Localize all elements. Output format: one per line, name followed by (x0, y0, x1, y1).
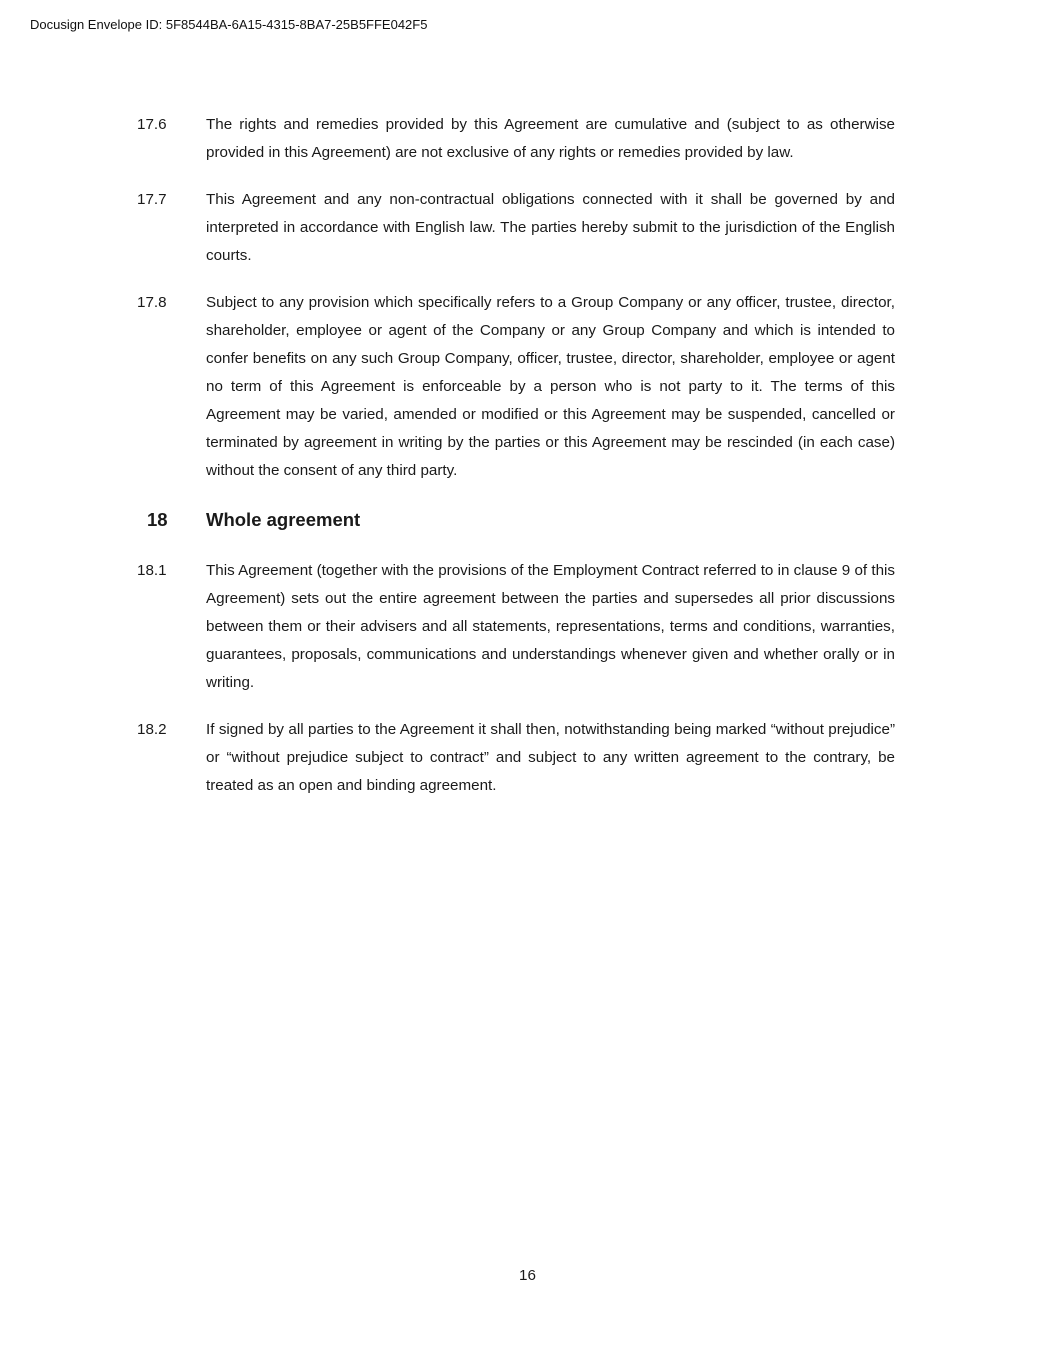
clause-text: This Agreement (together with the provisions of the Employment Contract referred to in clause 9 of this Agreement) sets out the entire agreement between the parties and supersedes all prior discussions between them or their advisers and all statements, representations, terms and conditions, warranties, guarantees, proposals, communications and understandings whenever given and whether orally or in writing. (206, 562, 895, 691)
section-title: Whole agreement (206, 509, 361, 530)
clause-17-7 (137, 186, 895, 270)
clause-text: This Agreement and any non-contractual obligations connected with it shall be governed by and interpreted in accordance with English law. The parties hereby submit to the jurisdiction of the English courts. (206, 191, 895, 264)
clause-text: If signed by all parties to the Agreement it shall then, notwithstanding being marked “without prejudice” or “without prejudice subject to contract” and subject to any written agreement to the contrary, be treated as an open and binding agreement. (206, 721, 895, 794)
clause-number: 18.2 (137, 721, 167, 738)
clause-number: 18.1 (137, 562, 167, 579)
clause-number: 17.6 (137, 116, 167, 133)
clause-number: 17.8 (137, 294, 167, 311)
clause-18-1 (137, 557, 895, 697)
clause-text: Subject to any provision which specifically refers to a Group Company or any officer, trustee, director, shareholder, employee or agent of the Company or any Group Company and which is intended to confer benefits on any such Group Company, officer, trustee, director, shareholder, employee or agent no term of this Agreement is enforceable by a person who is not party to it. The terms of this Agreement may be varied, amended or modified or this Agreement may be suspended, cancelled or terminated by agreement in writing by the parties or this Agreement may be rescinded (in each case) without the consent of any third party. (206, 294, 895, 479)
envelope-id: Docusign Envelope ID: 5F8544BA-6A15-4315-8BA7-25B5FFE042F5 (30, 17, 428, 32)
section-heading (147, 508, 360, 532)
page-number: 16 (519, 1267, 536, 1284)
section-number: 18 (147, 509, 168, 530)
clause-number: 17.7 (137, 191, 167, 208)
clause-18-2 (137, 716, 895, 800)
clause-text: The rights and remedies provided by this Agreement are cumulative and (subject to as otherwise provided in this Agreement) are not exclusive of any rights or remedies provided by law. (206, 116, 895, 161)
clause-17-8 (137, 289, 895, 485)
clause-17-6 (137, 111, 895, 167)
